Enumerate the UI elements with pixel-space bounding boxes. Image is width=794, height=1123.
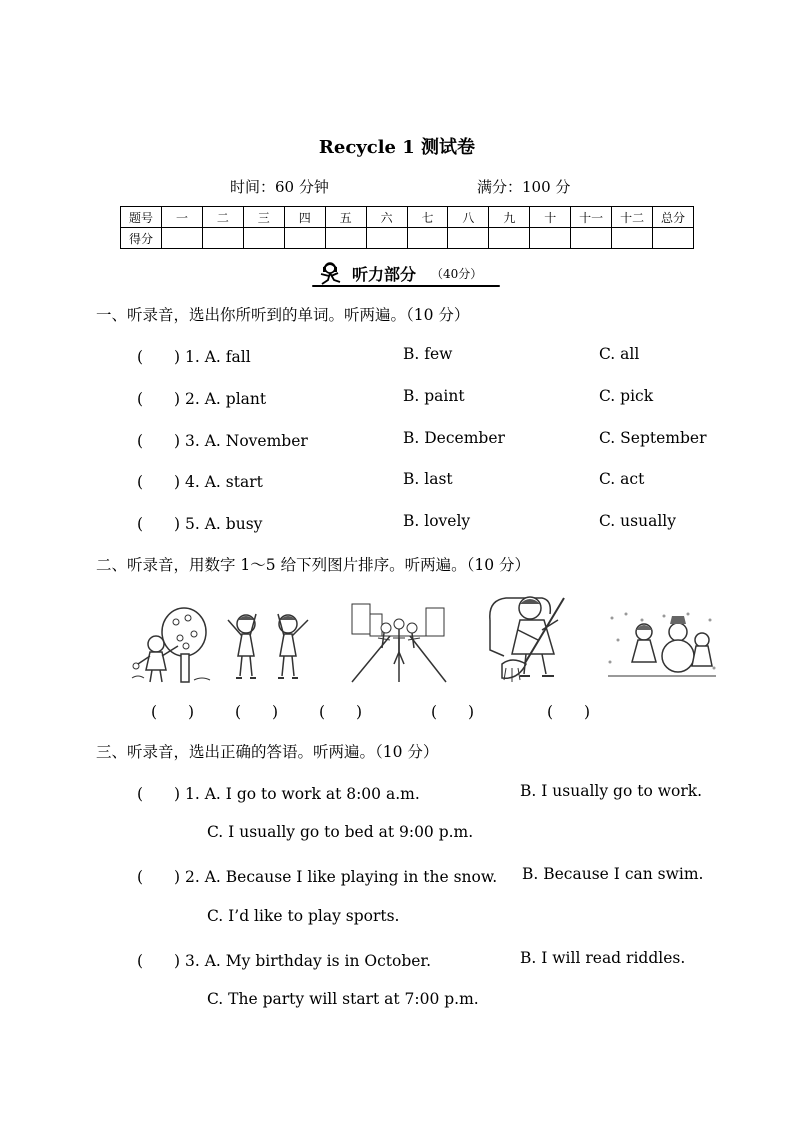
score-input-cell[interactable]	[325, 228, 366, 249]
picture-1-answer-blank[interactable]: ( )	[151, 703, 195, 721]
s3-q2-option-a[interactable]: ( ) 2. A. Because I like playing in the snow.	[137, 868, 498, 886]
s1-q3-option-b[interactable]: B. December	[403, 429, 505, 447]
picture-3-answer-blank[interactable]: ( )	[319, 703, 363, 721]
picture-5-answer-blank[interactable]: ( )	[547, 703, 591, 721]
listening-part-banner	[308, 258, 504, 288]
banner-underline	[312, 285, 500, 287]
s3-q3-option-c[interactable]: C. The party will start at 7:00 p.m.	[207, 990, 479, 1008]
s1-q1-option-a[interactable]: ( ) 1. A. fall	[137, 348, 251, 366]
apple-tree-picture	[128, 604, 212, 686]
snowman-picture	[606, 610, 718, 680]
picture-2-answer-blank[interactable]: ( )	[235, 703, 279, 721]
part-label: 听力部分	[352, 265, 417, 284]
score-table-cell: 总分	[653, 207, 694, 228]
s3-q2-option-b[interactable]: B. Because I can swim.	[522, 865, 704, 883]
s1-q5-option-b[interactable]: B. lovely	[403, 512, 471, 530]
running-race-picture	[350, 602, 448, 684]
score-table-cell: 二	[202, 207, 243, 228]
section-1-heading: 一、听录音，选出你所听到的单词。听两遍。（10 分）	[96, 306, 470, 324]
score-input-cell[interactable]	[571, 228, 612, 249]
s3-q1-option-a[interactable]: ( ) 1. A. I go to work at 8:00 a.m.	[137, 785, 420, 803]
score-input-cell[interactable]	[448, 228, 489, 249]
picture-4-answer-blank[interactable]: ( )	[431, 703, 475, 721]
s1-q4-option-a[interactable]: ( ) 4. A. start	[137, 473, 263, 491]
score-table-cell: 七	[407, 207, 448, 228]
score-table	[120, 206, 694, 249]
score-table-cell: 五	[325, 207, 366, 228]
section-3-heading: 三、听录音，选出正确的答语。听两遍。（10 分）	[96, 743, 439, 761]
s3-q1-option-b[interactable]: B. I usually go to work.	[520, 782, 703, 800]
s3-q1-option-c[interactable]: C. I usually go to bed at 9:00 p.m.	[207, 823, 474, 841]
score-input-cell[interactable]	[243, 228, 284, 249]
mopping-picture	[482, 590, 574, 686]
s1-q2-option-b[interactable]: B. paint	[403, 387, 465, 405]
score-table-cell: 八	[448, 207, 489, 228]
score-table-cell: 得分	[121, 228, 162, 249]
score-table-cell: 四	[284, 207, 325, 228]
score-input-cell[interactable]	[612, 228, 653, 249]
s3-q2-option-c[interactable]: C. I’d like to play sports.	[207, 907, 400, 925]
score-table-score-row	[121, 228, 694, 249]
listening-headphones-icon	[316, 260, 348, 286]
score-table-cell: 六	[366, 207, 407, 228]
score-input-cell[interactable]	[530, 228, 571, 249]
score-table-cell: 十	[530, 207, 571, 228]
page-title: Recycle 1 测试卷	[318, 137, 476, 158]
s1-q2-option-c[interactable]: C. pick	[599, 387, 654, 405]
s1-q5-option-a[interactable]: ( ) 5. A. busy	[137, 515, 263, 533]
s1-q4-option-b[interactable]: B. last	[403, 470, 453, 488]
score-table-cell: 题号	[121, 207, 162, 228]
s3-q3-option-b[interactable]: B. I will read riddles.	[520, 949, 686, 967]
score-table-cell: 十一	[571, 207, 612, 228]
exercise-picture	[222, 610, 314, 684]
score-table-header-row	[121, 207, 694, 228]
full-score: 满分：100 分	[477, 178, 571, 196]
picture-row	[0, 590, 794, 690]
score-input-cell[interactable]	[284, 228, 325, 249]
s3-q3-option-a[interactable]: ( ) 3. A. My birthday is in October.	[137, 952, 432, 970]
score-table-cell: 九	[489, 207, 530, 228]
section-2-heading: 二、听录音，用数字 1～5 给下列图片排序。听两遍。（10 分）	[96, 556, 530, 574]
exam-time: 时间：60 分钟	[230, 178, 329, 196]
s1-q2-option-a[interactable]: ( ) 2. A. plant	[137, 390, 267, 408]
score-table-cell: 一	[162, 207, 203, 228]
s1-q1-option-c[interactable]: C. all	[599, 345, 640, 363]
s1-q4-option-c[interactable]: C. act	[599, 470, 645, 488]
s1-q3-option-c[interactable]: C. September	[599, 429, 707, 447]
score-input-cell[interactable]	[653, 228, 694, 249]
score-input-cell[interactable]	[162, 228, 203, 249]
s1-q3-option-a[interactable]: ( ) 3. A. November	[137, 432, 308, 450]
score-input-cell[interactable]	[366, 228, 407, 249]
part-score: （40分）	[431, 267, 483, 281]
score-input-cell[interactable]	[202, 228, 243, 249]
score-input-cell[interactable]	[489, 228, 530, 249]
s1-q5-option-c[interactable]: C. usually	[599, 512, 676, 530]
score-input-cell[interactable]	[407, 228, 448, 249]
score-table-cell: 十二	[612, 207, 653, 228]
score-table-cell: 三	[243, 207, 284, 228]
s1-q1-option-b[interactable]: B. few	[403, 345, 453, 363]
